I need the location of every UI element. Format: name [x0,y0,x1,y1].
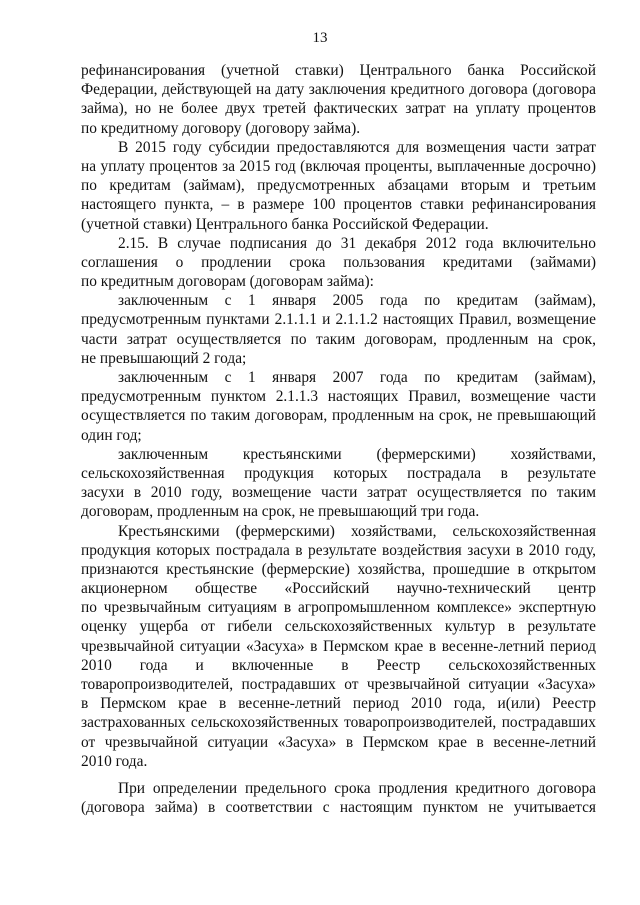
text-line: Федерации, действующей на дату заключения кредитного договора (договора [81,81,596,99]
text-line: продукция которых пострадала в результате воздействия засухи в 2010 году, [81,541,596,559]
text-line: соглашения о продлении срока пользования кредитами (займами) [81,253,596,271]
text-line: акционерном обществе «Российский научно-технический центр [81,580,596,598]
text-line: осуществляется по таким договорам, продленным на срок, не превышающий [81,407,596,425]
text-line: (договора займа) в соответствии с настоящим пунктом не учитывается [81,799,596,817]
text-line: рефинансирования (учетной ставки) Центрального банка Российской [81,62,596,79]
text-line: сельскохозяйственная продукция которых пострадала в результате [81,464,596,482]
text-line: предусмотренным пунктами 2.1.1.1 и 2.1.1.2 настоящих Правил, возмещение [81,311,596,329]
text-line: по кредитному договору (договору займа). [81,119,361,137]
text-line: договорам, продленным на срок, не превышающий три года. [81,503,480,521]
text-line: предусмотренным пунктом 2.1.1.3 настоящих Правил, возмещение части [81,388,596,406]
text-line: 2010 года и включенные в Реестр сельскохозяйственных [81,656,596,674]
text-line: 2.15. В случае подписания до 31 декабря 2012 года включительно [118,234,596,252]
text-line: застрахованных сельскохозяйственных товаропроизводителей, пострадавших [81,714,596,732]
text-line: по кредитным договорам (договорам займа): [81,273,374,291]
text-line: настоящего пункта, – в размере 100 процентов ставки рефинансирования [81,196,596,214]
text-line: по чрезвычайным ситуациям в агропромышленном комплексе» экспертную [81,599,596,617]
text-line: заключенным с 1 января 2007 года по кредитам (займам), [118,369,596,386]
text-line: на уплату процентов за 2015 год (включая проценты, выплаченные досрочно) [81,157,596,175]
text-line: оценку ущерба от гибели сельскохозяйственных культур в результате [81,618,596,636]
text-line: При определении предельного срока продления кредитного договора [118,779,596,797]
text-line: займа), но не более двух третей фактических затрат на уплату процентов [81,100,596,118]
text-line: заключенным с 1 января 2005 года по кредитам (займам), [118,292,596,310]
text-line: от чрезвычайной ситуации «Засуха» в Пермском крае в весенне-летний [81,733,596,751]
text-line: Крестьянскими (фермерскими) хозяйствами, сельскохозяйственная [118,522,596,540]
text-line: товаропроизводителей, пострадавших от чрезвычайной ситуации «Засуха» [81,676,596,693]
text-line: 2010 года. [81,752,148,770]
text-line: заключенным крестьянскими (фермерскими) хозяйствами, [118,445,596,463]
text-line: чрезвычайной ситуации «Засуха» в Пермском крае в весенне-летний период [81,637,596,655]
text-line: не превышающий 2 года; [81,349,247,367]
text-line: в Пермском крае в весенне-летний период 2010 года, и(или) Реестр [81,695,596,713]
text-line: один год; [81,426,142,444]
document-body [81,61,596,817]
text-line: части затрат осуществляется по таким договорам, продленным на срок, [81,330,596,348]
page-number: 13 [312,30,328,46]
text-line: засухи в 2010 году, возмещение части затрат осуществляется по таким [81,484,596,502]
text-line: В 2015 году субсидии предоставляются для возмещения части затрат [118,138,596,156]
text-line: (учетной ставки) Центрального банка Российской Федерации. [81,215,489,233]
paragraph-gap [81,771,596,779]
text-line: по кредитам (займам), предусмотренных абзацами вторым и третьим [81,177,596,195]
text-line: признаются крестьянские (фермерские) хозяйства, прошедшие в открытом [81,560,596,578]
